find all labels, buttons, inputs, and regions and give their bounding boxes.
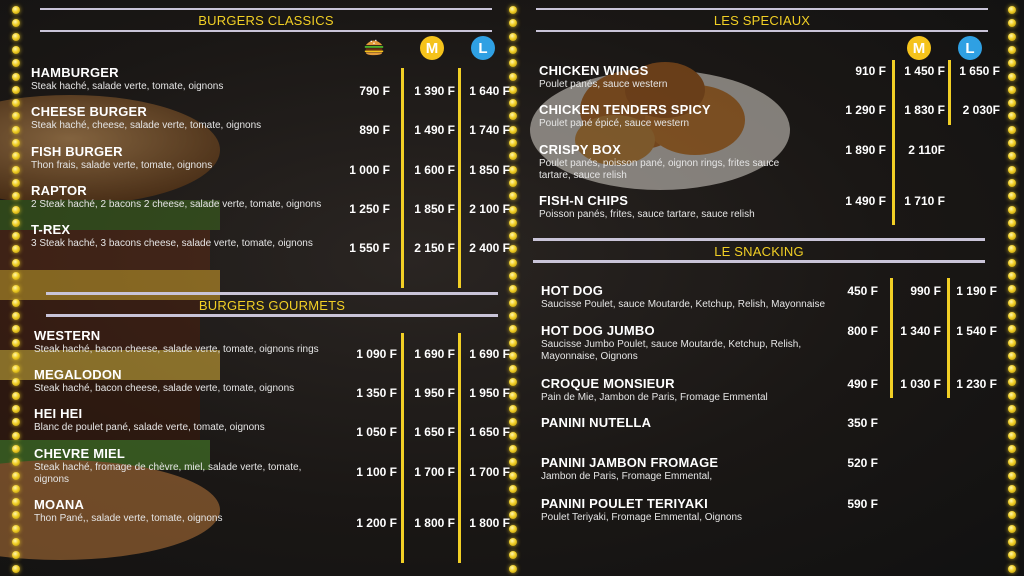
marquee-light-icon [509,312,517,320]
menu-item-description: 2 Steak haché, 2 bacons 2 cheese, salade verte, tomate, oignons [31,199,322,210]
marquee-light-icon [509,418,517,426]
marquee-light-icon [509,6,517,14]
marquee-light-icon [509,219,517,227]
menu-item-name: WESTERN [34,328,101,343]
price-large: 1 650 F [469,425,510,439]
menu-item-description: Poulet panés, sauce western [539,79,668,90]
menu-item-name: MEGALODON [34,367,122,382]
price-regular: 1 490 F [845,194,886,208]
marquee-light-icon [12,485,20,493]
header-rule-top [46,292,498,295]
marquee-light-icon [509,392,517,400]
price-large: 1 700 F [469,465,510,479]
size-large-badge: L [958,36,982,60]
price-regular: 520 F [847,456,878,470]
marquee-light-icon [509,192,517,200]
marquee-light-icon [1008,33,1016,41]
price-medium: 1 450 F [904,64,945,78]
menu-item-name: PANINI POULET TERIYAKI [541,496,708,511]
price-regular: 1 050 F [356,425,397,439]
header-rule-bottom [533,260,985,263]
marquee-light-icon [1008,139,1016,147]
marquee-light-icon [509,352,517,360]
marquee-light-icon [1008,19,1016,27]
marquee-light-icon [12,232,20,240]
menu-item-description: Thon Pané,, salade verte, tomate, oignons [34,513,223,524]
marquee-light-icon [12,86,20,94]
marquee-light-icon [1008,365,1016,373]
price-large: 1 540 F [956,324,997,338]
menu-item [539,142,809,182]
marquee-light-icon [12,458,20,466]
menu-item-description: Saucisse Jumbo Poulet, sauce Moutarde, Ketchup, Relish, Mayonnaise, Oignons [541,339,802,362]
marquee-light-icon [509,339,517,347]
header-rule-bottom [40,30,492,32]
menu-item [541,415,841,430]
price-medium: 1 710 F [904,194,945,208]
price-divider [948,60,951,125]
menu-item [539,193,809,221]
marquee-light-icon [509,299,517,307]
marquee-light-icon [12,365,20,373]
marquee-light-icon [12,179,20,187]
price-large: 1 800 F [469,516,510,530]
marquee-light-icon [1008,152,1016,160]
menu-item-name: T-REX [31,222,71,237]
marquee-light-icon [509,365,517,373]
marquee-light-icon [1008,59,1016,67]
marquee-light-icon [12,152,20,160]
marquee-light-icon [12,259,20,267]
menu-item [541,283,841,311]
menu-item-name: CRISPY BOX [539,142,621,157]
marquee-light-icon [12,6,20,14]
menu-item [541,323,841,363]
header-rule-top [533,238,985,241]
marquee-light-icon [12,511,20,519]
price-large: 1 690 F [469,347,510,361]
marquee-light-icon [1008,232,1016,240]
price-divider [401,68,404,288]
marquee-light-icon [12,59,20,67]
price-regular: 1 350 F [356,386,397,400]
menu-item [31,144,351,172]
price-regular: 350 F [847,416,878,430]
menu-item [539,63,809,91]
marquee-light-icon [509,166,517,174]
marquee-light-icon [509,152,517,160]
marquee-light-icon [509,59,517,67]
marquee-light-icon [1008,565,1016,573]
marquee-light-icon [1008,99,1016,107]
size-medium-badge: M [907,36,931,60]
menu-item-description: Poulet panés, poisson pané, oignon rings, frites sauce tartare, sauce relish [539,158,780,181]
menu-item-name: CROQUE MONSIEUR [541,376,675,391]
price-regular: 790 F [359,84,390,98]
marquee-light-icon [12,418,20,426]
price-medium: 2 150 F [414,241,455,255]
marquee-light-icon [509,538,517,546]
header-rule-bottom [536,30,988,32]
marquee-light-icon [509,432,517,440]
menu-item-description: Saucisse Poulet, sauce Moutarde, Ketchup, Relish, Mayonnaise [541,299,826,310]
menu-item-name: CHICKEN TENDERS SPICY [539,102,711,117]
marquee-light-icon [509,285,517,293]
marquee-light-icon [509,245,517,253]
marquee-light-icon [509,485,517,493]
marquee-light-icon [1008,472,1016,480]
price-medium: 1 690 F [414,347,455,361]
marquee-light-icon [509,99,517,107]
menu-item [539,102,809,130]
marquee-light-icon [1008,73,1016,81]
menu-item-name: HEI HEI [34,406,83,421]
price-medium: 1 830 F [904,103,945,117]
marquee-light-icon [1008,511,1016,519]
marquee-light-icon [12,285,20,293]
menu-item-description: Steak haché, fromage de chèvre, miel, salade verte, tomate, oignons [34,462,302,485]
menu-item-description: Steak haché, salade verte, tomate, oignons [31,81,224,92]
price-regular: 800 F [847,324,878,338]
marquee-light-icon [1008,418,1016,426]
price-medium: 1 030 F [900,377,941,391]
menu-item-name: PANINI JAMBON FROMAGE [541,455,719,470]
marquee-light-icon [1008,112,1016,120]
marquee-light-icon [1008,538,1016,546]
menu-item-name: HAMBURGER [31,65,119,80]
marquee-light-icon [1008,339,1016,347]
marquee-light-icon [1008,445,1016,453]
menu-item-description: Poisson panés, frites, sauce tartare, sauce relish [539,209,755,220]
header-rule-top [40,8,492,10]
marquee-light-icon [509,232,517,240]
marquee-light-icon [509,19,517,27]
marquee-light-icon [12,312,20,320]
menu-item-name: MOANA [34,497,85,512]
header-rule-top [536,8,988,10]
menu-item [34,446,334,486]
marquee-light-icon [12,339,20,347]
marquee-light-icon [1008,206,1016,214]
marquee-light-icon [1008,405,1016,413]
marquee-light-icon [509,73,517,81]
marquee-light-icon [509,206,517,214]
size-large-badge: L [471,36,495,60]
marquee-light-icon [509,445,517,453]
menu-item [541,376,841,404]
marquee-light-icon [509,405,517,413]
marquee-light-icon [1008,498,1016,506]
price-large: 1 230 F [956,377,997,391]
marquee-light-icon [12,126,20,134]
marquee-lights-right [1006,0,1018,576]
price-large: 2 030F [962,103,1000,117]
price-regular: 1 550 F [349,241,390,255]
price-regular: 1 000 F [349,163,390,177]
marquee-light-icon [12,432,20,440]
marquee-light-icon [12,219,20,227]
marquee-light-icon [509,458,517,466]
menu-item-description: Poulet pané épicé, sauce western [539,118,690,129]
marquee-light-icon [1008,299,1016,307]
marquee-light-icon [12,299,20,307]
price-regular: 1 100 F [356,465,397,479]
price-large: 1 950 F [469,386,510,400]
price-large: 2 400 F [469,241,510,255]
marquee-light-icon [1008,166,1016,174]
price-regular: 1 290 F [845,103,886,117]
marquee-light-icon [1008,219,1016,227]
menu-item-name: PANINI NUTELLA [541,415,652,430]
marquee-light-icon [509,472,517,480]
menu-item-description: Blanc de poulet pané, salade verte, tomate, oignons [34,422,265,433]
marquee-light-icon [1008,272,1016,280]
menu-item-name: CHEVRE MIEL [34,446,126,461]
menu-item-description: Steak haché, bacon cheese, salade verte, tomate, oignons rings [34,344,319,355]
marquee-light-icon [1008,245,1016,253]
marquee-light-icon [12,112,20,120]
price-regular: 1 250 F [349,202,390,216]
menu-item-name: HOT DOG [541,283,604,298]
price-medium: 1 650 F [414,425,455,439]
marquee-light-icon [509,86,517,94]
price-divider [401,333,404,563]
marquee-light-icon [12,206,20,214]
marquee-light-icon [1008,6,1016,14]
price-regular: 590 F [847,497,878,511]
menu-item [34,406,334,434]
price-medium: 1 490 F [414,123,455,137]
price-large: 1 190 F [956,284,997,298]
marquee-light-icon [1008,179,1016,187]
marquee-light-icon [12,272,20,280]
marquee-light-icon [509,272,517,280]
marquee-light-icon [12,538,20,546]
section-title-snacking: LE SNACKING [714,244,804,259]
marquee-light-icon [509,511,517,519]
price-medium: 1 950 F [414,386,455,400]
marquee-light-icon [1008,325,1016,333]
menu-item [541,496,841,524]
marquee-light-icon [1008,46,1016,54]
burger-icon [363,35,385,57]
price-large: 1 850 F [469,163,510,177]
menu-item [31,65,351,93]
marquee-light-icon [12,378,20,386]
marquee-light-icon [12,525,20,533]
price-medium: 1 800 F [414,516,455,530]
price-divider [890,278,893,398]
menu-item-name: RAPTOR [31,183,87,198]
price-regular: 910 F [855,64,886,78]
marquee-light-icon [12,498,20,506]
marquee-light-icon [509,525,517,533]
marquee-light-icon [12,245,20,253]
price-large: 1 740 F [469,123,510,137]
price-divider [947,278,950,398]
price-regular: 1 090 F [356,347,397,361]
marquee-light-icon [509,126,517,134]
marquee-light-icon [1008,259,1016,267]
marquee-light-icon [12,325,20,333]
price-regular: 1 890 F [845,143,886,157]
price-regular: 450 F [847,284,878,298]
marquee-light-icon [12,472,20,480]
marquee-light-icon [509,112,517,120]
menu-item-description: Jambon de Paris, Fromage Emmental, [541,471,713,482]
marquee-light-icon [1008,551,1016,559]
section-title-gourmets: BURGERS GOURMETS [198,298,346,313]
price-regular: 1 200 F [356,516,397,530]
marquee-light-icon [12,192,20,200]
marquee-light-icon [509,325,517,333]
marquee-light-icon [1008,392,1016,400]
marquee-light-icon [12,551,20,559]
marquee-lights-left [10,0,22,576]
marquee-light-icon [12,19,20,27]
marquee-light-icon [1008,192,1016,200]
price-medium: 1 390 F [414,84,455,98]
menu-item [34,328,334,356]
marquee-light-icon [1008,352,1016,360]
marquee-light-icon [12,73,20,81]
price-medium: 2 110F [908,143,945,157]
marquee-light-icon [509,565,517,573]
marquee-light-icon [12,33,20,41]
section-title-classics: BURGERS CLASSICS [198,13,334,28]
marquee-light-icon [12,352,20,360]
price-divider [892,60,895,225]
marquee-light-icon [1008,525,1016,533]
marquee-light-icon [1008,485,1016,493]
marquee-light-icon [12,445,20,453]
marquee-light-icon [12,565,20,573]
marquee-light-icon [12,392,20,400]
marquee-light-icon [12,99,20,107]
price-large: 2 100 F [469,202,510,216]
section-title-speciaux: LES SPECIAUX [713,13,811,28]
marquee-light-icon [12,139,20,147]
price-regular: 890 F [359,123,390,137]
menu-item-name: FISH-N CHIPS [539,193,629,208]
marquee-light-icon [1008,285,1016,293]
marquee-light-icon [1008,126,1016,134]
menu-item-description: Poulet Teriyaki, Fromage Emmental, Oignons [541,512,743,523]
marquee-light-icon [1008,86,1016,94]
menu-item-description: Pain de Mie, Jambon de Paris, Fromage Emmental [541,392,768,403]
marquee-light-icon [509,259,517,267]
marquee-light-icon [509,179,517,187]
menu-item [31,104,351,132]
menu-item-description: 3 Steak haché, 3 bacons cheese, salade verte, tomate, oignons [31,238,313,249]
price-large: 1 640 F [469,84,510,98]
menu-item [31,183,351,211]
marquee-light-icon [509,139,517,147]
menu-item [34,367,334,395]
menu-item [31,222,351,250]
marquee-light-icon [509,378,517,386]
marquee-light-icon [509,551,517,559]
menu-item-description: Thon frais, salade verte, tomate, oignons [31,160,213,171]
marquee-light-icon [1008,378,1016,386]
menu-item-description: Steak haché, cheese, salade verte, tomate, oignons [31,120,262,131]
marquee-light-icon [12,405,20,413]
menu-item-name: HOT DOG JUMBO [541,323,655,338]
menu-item [541,455,841,483]
price-medium: 1 850 F [414,202,455,216]
menu-item-description: Steak haché, bacon cheese, salade verte, tomate, oignons [34,383,295,394]
marquee-light-icon [509,46,517,54]
size-medium-badge: M [420,36,444,60]
price-medium: 1 600 F [414,163,455,177]
price-large: 1 650 F [959,64,1000,78]
menu-item-name: FISH BURGER [31,144,123,159]
price-medium: 1 340 F [900,324,941,338]
marquee-light-icon [1008,312,1016,320]
marquee-light-icon [12,46,20,54]
marquee-light-icon [1008,432,1016,440]
menu-item-name: CHEESE BURGER [31,104,148,119]
price-regular: 490 F [847,377,878,391]
marquee-light-icon [1008,458,1016,466]
marquee-light-icon [12,166,20,174]
menu-item [34,497,334,525]
header-rule-bottom [46,314,498,317]
price-medium: 1 700 F [414,465,455,479]
price-divider [458,68,461,288]
marquee-light-icon [509,498,517,506]
marquee-light-icon [509,33,517,41]
menu-item-name: CHICKEN WINGS [539,63,649,78]
price-divider [458,333,461,563]
price-medium: 990 F [910,284,941,298]
